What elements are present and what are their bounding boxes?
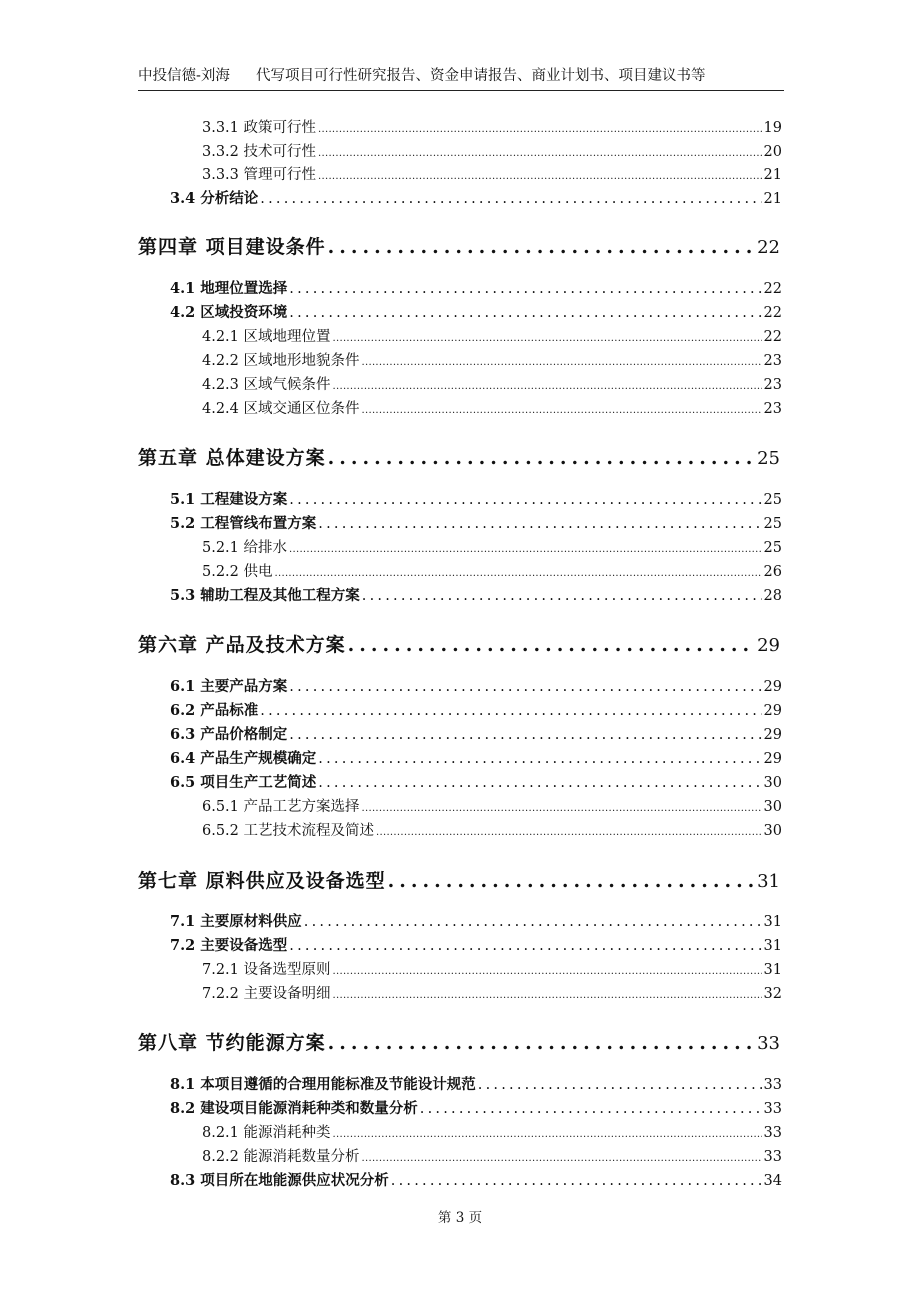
toc-entry-page: 25 — [763, 516, 782, 532]
toc-entry-page: 34 — [763, 1173, 782, 1189]
toc-entry[interactable] — [202, 795, 782, 816]
toc-entry[interactable] — [202, 819, 782, 840]
dot-leader — [333, 377, 762, 393]
header-organization: 中投信德-刘海 — [138, 68, 230, 84]
toc-chapter-page: 25 — [757, 448, 780, 469]
toc-entry[interactable] — [202, 140, 782, 161]
dot-leader — [318, 750, 761, 767]
toc-entry-page: 31 — [763, 914, 782, 930]
toc-entry[interactable] — [170, 301, 782, 322]
toc-entry[interactable] — [170, 1073, 782, 1094]
dot-leader — [289, 304, 761, 321]
toc-entry-page: 30 — [763, 775, 782, 791]
toc-entry-title: 7.2.2 主要设备明细 — [202, 986, 331, 1002]
dot-leader — [289, 540, 762, 556]
toc-entry[interactable] — [202, 1121, 782, 1142]
toc-chapter[interactable] — [138, 866, 780, 893]
toc-entry[interactable] — [202, 1145, 782, 1166]
toc-entry-page: 23 — [763, 353, 782, 369]
toc-entry[interactable] — [170, 488, 782, 509]
toc-entry-title: 4.2.3 区域气候条件 — [202, 377, 331, 393]
toc-entry[interactable] — [170, 1169, 782, 1190]
toc-entry-title: 5.2.1 给排水 — [202, 540, 288, 556]
toc-entry[interactable] — [170, 277, 782, 298]
dot-leader — [318, 144, 762, 160]
toc-entry-page: 23 — [763, 401, 782, 417]
toc-entry-title: 8.2.2 能源消耗数量分析 — [202, 1149, 360, 1165]
dot-leader — [328, 236, 755, 258]
toc-entry[interactable] — [202, 560, 782, 581]
dot-leader — [376, 823, 762, 839]
dot-leader — [318, 774, 761, 791]
toc-entry[interactable] — [202, 373, 782, 394]
toc-entry-title: 4.2 区域投资环境 — [170, 304, 288, 321]
header-services: 代写项目可行性研究报告、资金申请报告、商业计划书、项目建议书等 — [256, 68, 706, 84]
dot-leader — [318, 515, 761, 532]
toc-chapter-title: 第八章 节约能源方案 — [138, 1032, 326, 1054]
toc-entry-page: 26 — [763, 564, 782, 580]
toc-entry[interactable] — [170, 723, 782, 744]
toc-entry[interactable] — [170, 1097, 782, 1118]
toc-entry-title: 5.3 辅助工程及其他工程方案 — [170, 587, 360, 604]
toc-entry-page: 33 — [763, 1149, 782, 1165]
toc-chapter-page: 22 — [757, 237, 780, 258]
toc-chapter-title: 第五章 总体建设方案 — [138, 447, 326, 469]
dot-leader — [333, 962, 762, 978]
toc-entry-title: 4.2.2 区域地形地貌条件 — [202, 353, 360, 369]
toc-entry-page: 22 — [763, 305, 782, 321]
toc-entry-title: 3.3.3 管理可行性 — [202, 167, 317, 183]
toc-entry[interactable] — [170, 584, 782, 605]
dot-leader — [328, 447, 755, 469]
toc-entry-page: 29 — [763, 679, 782, 695]
toc-chapter[interactable] — [138, 630, 780, 657]
toc-entry-title: 4.1 地理位置选择 — [170, 280, 288, 297]
toc-entry-page: 29 — [763, 751, 782, 767]
toc-entry-page: 20 — [763, 144, 782, 160]
toc-entry-title: 6.5 项目生产工艺简述 — [170, 774, 317, 791]
dot-leader — [333, 329, 762, 345]
toc-entry-title: 3.3.1 政策可行性 — [202, 120, 317, 136]
toc-entry-title: 3.3.2 技术可行性 — [202, 144, 317, 160]
toc-entry-page: 22 — [763, 329, 782, 345]
dot-leader — [304, 913, 762, 930]
toc-entry[interactable] — [170, 910, 782, 931]
toc-entry[interactable] — [170, 187, 782, 208]
dot-leader — [362, 1149, 762, 1165]
dot-leader — [289, 280, 761, 297]
toc-entry[interactable] — [170, 771, 782, 792]
toc-chapter-page: 31 — [757, 871, 780, 892]
dot-leader — [478, 1076, 762, 1093]
dot-leader — [289, 726, 761, 743]
toc-entry-title: 3.4 分析结论 — [170, 190, 259, 207]
dot-leader — [289, 678, 761, 695]
toc-entry-title: 6.1 主要产品方案 — [170, 678, 288, 695]
toc-entry-page: 31 — [763, 938, 782, 954]
toc-entry-page: 29 — [763, 703, 782, 719]
toc-entry-title: 7.2 主要设备选型 — [170, 937, 288, 954]
toc-entry-title: 6.5.2 工艺技术流程及简述 — [202, 823, 375, 839]
toc-entry-page: 21 — [763, 167, 782, 183]
toc-entry-page: 19 — [763, 120, 782, 136]
toc-entry[interactable] — [170, 675, 782, 696]
toc-entry-page: 22 — [763, 281, 782, 297]
toc-entry[interactable] — [170, 747, 782, 768]
dot-leader — [289, 491, 761, 508]
toc-entry-page: 31 — [763, 962, 782, 978]
dot-leader — [348, 634, 755, 656]
dot-leader — [289, 937, 761, 954]
toc-entry[interactable] — [202, 325, 782, 346]
dot-leader — [328, 1032, 755, 1054]
toc-entry-page: 30 — [763, 799, 782, 815]
dot-leader — [388, 870, 755, 892]
toc-entry-title: 5.2.2 供电 — [202, 564, 273, 580]
toc-entry-title: 4.2.1 区域地理位置 — [202, 329, 331, 345]
toc-entry-title: 5.2 工程管线布置方案 — [170, 515, 317, 532]
toc-entry[interactable] — [202, 397, 782, 418]
toc-chapter-title: 第四章 项目建设条件 — [138, 236, 326, 258]
toc-entry-page: 21 — [763, 191, 782, 207]
dot-leader — [362, 353, 762, 369]
dot-leader — [275, 564, 762, 580]
toc-entry-title: 5.1 工程建设方案 — [170, 491, 288, 508]
dot-leader — [333, 1125, 762, 1141]
dot-leader — [260, 702, 761, 719]
toc-entry[interactable] — [202, 163, 782, 184]
toc-entry-page: 28 — [763, 588, 782, 604]
toc-chapter[interactable] — [138, 232, 780, 259]
toc-chapter-title: 第七章 原料供应及设备选型 — [138, 870, 386, 892]
toc-entry[interactable] — [202, 349, 782, 370]
dot-leader — [362, 587, 762, 604]
toc-chapter[interactable] — [138, 1028, 780, 1055]
toc-entry-title: 7.2.1 设备选型原则 — [202, 962, 331, 978]
toc-entry[interactable] — [202, 958, 782, 979]
toc-entry[interactable] — [170, 512, 782, 533]
toc-entry-title: 8.2 建设项目能源消耗种类和数量分析 — [170, 1100, 418, 1117]
toc-entry-page: 33 — [763, 1077, 782, 1093]
toc-entry[interactable] — [202, 116, 782, 137]
dot-leader — [420, 1100, 762, 1117]
toc-chapter-page: 29 — [757, 635, 780, 656]
toc-entry-page: 30 — [763, 823, 782, 839]
toc-entry-title: 8.1 本项目遵循的合理用能标准及节能设计规范 — [170, 1076, 476, 1093]
toc-entry[interactable] — [170, 934, 782, 955]
toc-entry-page: 33 — [763, 1101, 782, 1117]
toc-chapter-title: 第六章 产品及技术方案 — [138, 634, 346, 656]
toc-entry-title: 6.3 产品价格制定 — [170, 726, 288, 743]
toc-chapter[interactable] — [138, 443, 780, 470]
toc-entry-title: 8.2.1 能源消耗种类 — [202, 1125, 331, 1141]
dot-leader — [362, 401, 762, 417]
toc-entry-title: 8.3 项目所在地能源供应状况分析 — [170, 1172, 389, 1189]
dot-leader — [333, 986, 762, 1002]
toc-entry-title: 4.2.4 区域交通区位条件 — [202, 401, 360, 417]
toc-entry-page: 23 — [763, 377, 782, 393]
dot-leader — [260, 190, 761, 207]
toc-entry-title: 6.2 产品标准 — [170, 702, 259, 719]
toc-entry-page: 25 — [763, 492, 782, 508]
toc-entry[interactable] — [170, 699, 782, 720]
dot-leader — [318, 120, 762, 136]
toc-chapter-page: 33 — [757, 1033, 780, 1054]
dot-leader — [318, 167, 762, 183]
toc-entry-page: 25 — [763, 540, 782, 556]
toc-entry[interactable] — [202, 982, 782, 1003]
toc-entry-title: 7.1 主要原材料供应 — [170, 913, 302, 930]
dot-leader — [391, 1172, 762, 1189]
toc-entry-title: 6.4 产品生产规模确定 — [170, 750, 317, 767]
page-number: 第 3 页 — [437, 1210, 483, 1226]
toc-entry-page: 33 — [763, 1125, 782, 1141]
toc-entry-page: 29 — [763, 727, 782, 743]
dot-leader — [362, 799, 762, 815]
toc-entry-page: 32 — [763, 986, 782, 1002]
toc-entry-title: 6.5.1 产品工艺方案选择 — [202, 799, 360, 815]
toc-entry[interactable] — [202, 536, 782, 557]
